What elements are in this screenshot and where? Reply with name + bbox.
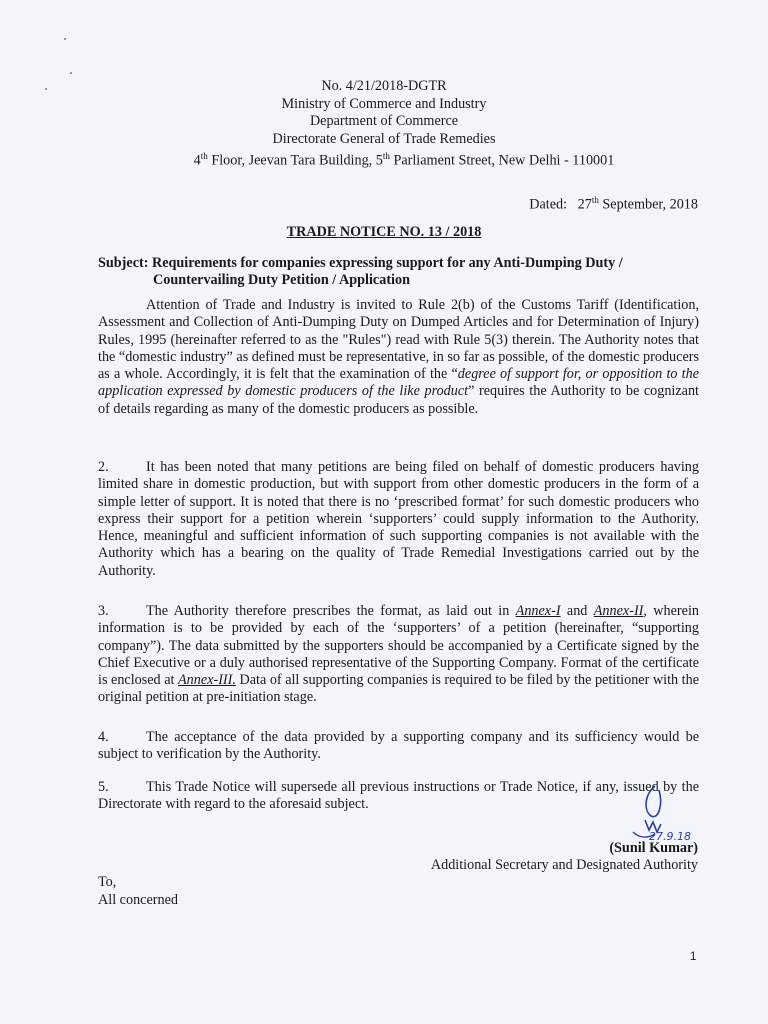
department-name: Department of Commerce [309,113,459,129]
paragraph-4: 4. The acceptance of the data provided by a supporting company and its sufficiency would be subject to verification by the Authority. [98,729,699,763]
recipients: All concerned [98,891,178,908]
office-address: 4th Floor, Jeevan Tara Building, 5th Parliament Street, New Delhi - 110001 [193,151,615,169]
paragraph-number: 3. [98,603,109,619]
subject [98,255,698,288]
paragraph-number: 4. [98,729,109,745]
signatory-title: Additional Secretary and Designated Authority [430,857,698,873]
scan-speck [64,38,66,40]
page-number: 1 [690,951,697,963]
scan-speck [70,72,72,74]
handwritten-date: 27.9.18 [649,830,691,843]
annex-3-link[interactable]: Annex-III. [178,672,236,689]
paragraph-number: 5. [98,779,109,795]
directorate-name: Directorate General of Trade Remedies [272,130,496,147]
ministry-name: Ministry of Commerce and Industry [281,95,487,112]
paragraph-number: 2. [98,459,109,475]
notice-title: TRADE NOTICE NO. 13 / 2018 [286,224,482,240]
signatory-name: (Sunil Kumar) [609,840,698,856]
date-line: Dated: 27th September, 2018 [529,195,698,213]
file-number: No. 4/21/2018-DGTR [321,78,447,94]
to-label: To, [98,874,117,890]
annex-1-link[interactable]: Annex-I [515,603,561,619]
date-label: Dated: [529,196,568,213]
subject-line-2: Countervailing Duty Petition / Application [153,271,410,288]
subject-line-1: Subject: Requirements for companies expressing support for any Anti-Dumping Duty / [98,255,623,271]
paragraph-3: 3. The Authority therefore prescribes the format, as laid out in Annex-I and Annex-II, wherein information is to be provided by each of the ‘supporters’ of a petition (hereinafter, “supporting company”). The data submitted by the supporters should be accompanied by a Certificate signed by the Chief Executive or a duly authorised representative of the Supporting Company. Format of the certificate is enclosed at Annex-III. Data of all supporting companies is required to be filed by the petitioner with the original petition at pre-initiation stage. [98,603,699,706]
paragraph-2: 2. It has been noted that many petitions are being filed on behalf of domestic producers having limited share in domestic production, but with support from other domestic producers in the form of a simple letter of support. It is noted that there is no ‘prescribed format’ for such domestic producers who express their support for a petition wherein ‘supporters’ could supply information to the Authority. Hence, meaningful and sufficient information of such supporting companies is not available with the Authority which has a bearing on the quality of Trade Remedial Investigations carried out by the Authority. [98,459,699,579]
letterhead [0,78,768,170]
paragraph-1: Attention of Trade and Industry is invited to Rule 2(b) of the Customs Tariff (Identification, Assessment and Collection of Anti-Dumping Duty on Dumped Articles and for Determination of Injury) Rules, 1995 (hereinafter referred to as the "Rules") read with Rule 5(3) therein. The Authority notes that the “domestic industry” as defined must be representative, in so far as possible, of the domestic producers as a whole. Accordingly, it is felt that the examination of the “degree of support for, or opposition to the application expressed by domestic producers of the like product” requires the Authority to be cognizant of details regarding as many of the domestic producers as possible. [98,297,700,417]
paragraph-5: 5. This Trade Notice will supersede all previous instructions or Trade Notice, if any, issued by the Directorate with regard to the aforesaid subject. [98,779,699,813]
addressee [98,874,178,909]
annex-2-link[interactable]: Annex-II [593,603,644,619]
